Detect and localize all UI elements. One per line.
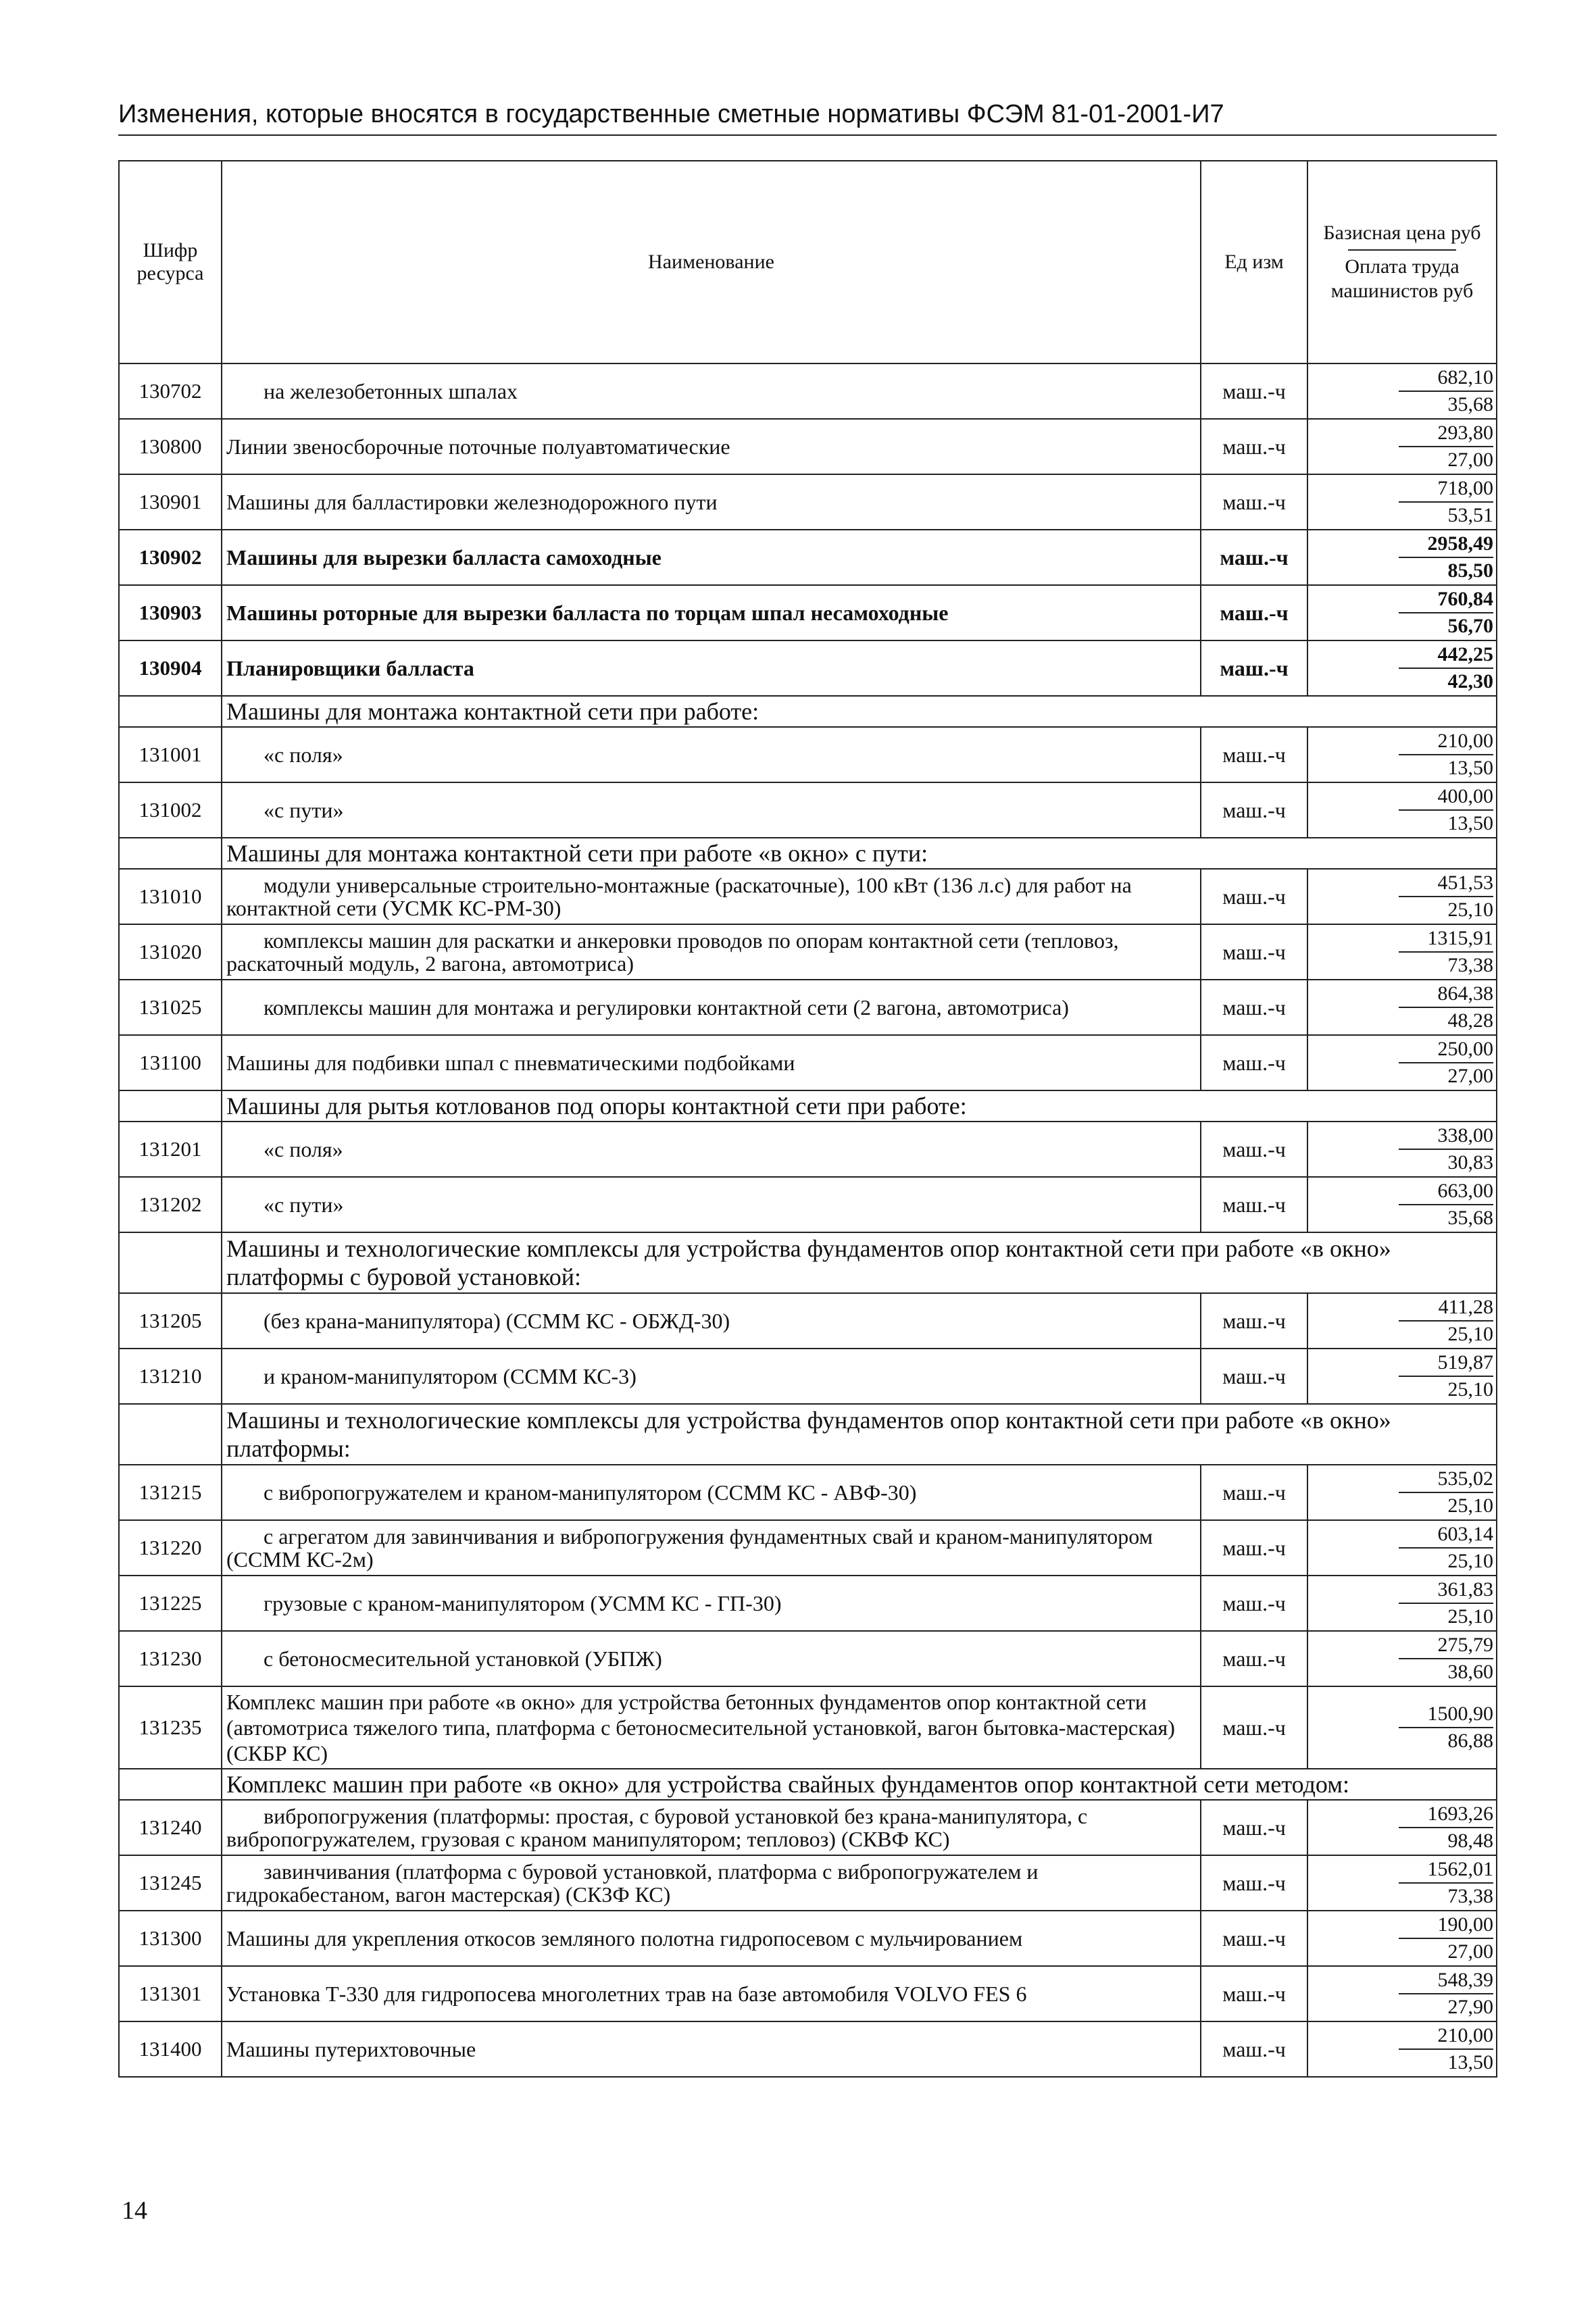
unit-of-measure: маш.-ч	[1201, 1966, 1307, 2021]
table-row	[119, 1631, 1497, 1686]
unit-of-measure: маш.-ч	[1201, 530, 1307, 585]
section-title: Комплекс машин при работе «в окно» для устройства свайных фундаментов опор контактной сети методом:	[222, 1769, 1497, 1800]
resource-name-cell	[222, 727, 1201, 782]
base-price: 250,00	[1399, 1036, 1493, 1063]
unit-of-measure: маш.-ч	[1201, 640, 1307, 696]
base-price: 603,14	[1399, 1521, 1493, 1549]
unit-of-measure: маш.-ч	[1201, 1035, 1307, 1090]
price-cell	[1307, 640, 1497, 696]
operator-wage: 38,60	[1447, 1661, 1493, 1683]
unit-of-measure: маш.-ч	[1201, 1855, 1307, 1911]
resource-name: Планировщики балласта	[226, 655, 474, 680]
operator-wage: 30,83	[1447, 1151, 1493, 1174]
price-cell	[1307, 1855, 1497, 1911]
resource-name-cell	[222, 2021, 1201, 2077]
section-row	[119, 1090, 1497, 1122]
price-cell	[1307, 1800, 1497, 1855]
resource-name: «с пути»	[264, 797, 344, 822]
resource-code: 131235	[119, 1686, 222, 1769]
unit-of-measure: маш.-ч	[1201, 1293, 1307, 1349]
resource-name-cell	[222, 980, 1201, 1035]
price-cell	[1307, 869, 1497, 924]
operator-wage: 86,88	[1447, 1730, 1493, 1752]
resource-code: 130702	[119, 363, 222, 419]
price-cell	[1307, 1177, 1497, 1232]
base-price: 760,84	[1399, 586, 1493, 613]
resource-name-cell	[222, 1035, 1201, 1090]
section-row	[119, 838, 1497, 869]
table-header-row	[119, 161, 1497, 363]
section-code-cell	[119, 1090, 222, 1122]
resource-name: Комплекс машин при работе «в окно» для устройства бетонных фундаментов опор контактной сети (автомотриса тяжелого типа, платформа с бетоносмесительной установкой, вагон бытовка-мастерская) (СКБР КС)	[226, 1690, 1175, 1765]
unit-of-measure: маш.-ч	[1201, 782, 1307, 838]
resource-name: на железобетонных шпалах	[264, 378, 518, 403]
resource-code: 131230	[119, 1631, 222, 1686]
base-price: 864,38	[1399, 981, 1493, 1008]
resource-table	[118, 160, 1497, 2078]
section-title: Машины для монтажа контактной сети при работе «в окно» с пути:	[222, 838, 1497, 869]
base-price: 338,00	[1399, 1123, 1493, 1150]
operator-wage: 27,00	[1447, 449, 1493, 471]
section-row	[119, 1232, 1497, 1293]
resource-code: 131205	[119, 1293, 222, 1349]
unit-of-measure: маш.-ч	[1201, 727, 1307, 782]
resource-name: «с поля»	[264, 1136, 343, 1161]
operator-wage: 25,10	[1447, 899, 1493, 921]
unit-of-measure: маш.-ч	[1201, 1122, 1307, 1177]
operator-wage: 25,10	[1447, 1605, 1493, 1628]
column-header-name: Наименование	[222, 161, 1201, 363]
resource-name: Машины путерихтовочные	[226, 2036, 476, 2061]
base-price: 210,00	[1399, 2023, 1493, 2050]
base-price: 1500,90	[1399, 1701, 1493, 1728]
unit-of-measure: маш.-ч	[1201, 1911, 1307, 1966]
resource-code: 131245	[119, 1855, 222, 1911]
table-row	[119, 585, 1497, 640]
resource-name: Машины роторные для вырезки балласта по торцам шпал несамоходные	[226, 600, 949, 625]
base-price: 1562,01	[1399, 1857, 1493, 1884]
price-cell	[1307, 419, 1497, 474]
column-header-code: Шифр ресурса	[119, 161, 222, 363]
table-row	[119, 419, 1497, 474]
price-cell	[1307, 980, 1497, 1035]
table-row	[119, 1911, 1497, 1966]
base-price: 451,53	[1399, 870, 1493, 897]
table-row	[119, 640, 1497, 696]
base-price: 293,80	[1399, 420, 1493, 447]
section-title: Машины для рытья котлованов под опоры контактной сети при работе:	[222, 1090, 1497, 1122]
column-header-unit: Ед изм	[1201, 161, 1307, 363]
resource-code: 130902	[119, 530, 222, 585]
resource-name-cell	[222, 640, 1201, 696]
unit-of-measure: маш.-ч	[1201, 363, 1307, 419]
resource-name-cell	[222, 419, 1201, 474]
column-header-price	[1307, 161, 1497, 363]
resource-name: вибропогружения (платформы: простая, с буровой установкой без крана-манипулятора, с вибропогружателем, грузовая с краном манипулятором; тепловоз) (СКВФ КС)	[226, 1804, 1088, 1851]
unit-of-measure: маш.-ч	[1201, 869, 1307, 924]
resource-name: грузовые с краном-манипулятором (УСММ КС - ГП-30)	[264, 1590, 782, 1615]
section-code-cell	[119, 1769, 222, 1800]
table-row	[119, 1349, 1497, 1404]
section-code-cell	[119, 1232, 222, 1293]
base-price: 442,25	[1399, 642, 1493, 669]
resource-code: 130800	[119, 419, 222, 474]
base-price: 718,00	[1399, 476, 1493, 503]
resource-code: 130904	[119, 640, 222, 696]
resource-name: комплексы машин для монтажа и регулировки контактной сети (2 вагона, автомотриса)	[264, 995, 1069, 1020]
unit-of-measure: маш.-ч	[1201, 1576, 1307, 1631]
operator-wage: 42,30	[1447, 670, 1493, 693]
resource-name-cell	[222, 1966, 1201, 2021]
operator-wage: 27,00	[1447, 1940, 1493, 1963]
resource-name: Машины для укрепления откосов земляного полотна гидропосевом с мульчированием	[226, 1926, 1023, 1951]
unit-of-measure: маш.-ч	[1201, 1465, 1307, 1520]
section-code-cell	[119, 1404, 222, 1465]
column-header-base-price: Базисная цена руб	[1323, 222, 1481, 244]
unit-of-measure: маш.-ч	[1201, 1177, 1307, 1232]
table-row	[119, 1520, 1497, 1576]
table-row	[119, 1576, 1497, 1631]
operator-wage: 27,90	[1447, 1996, 1493, 2018]
resource-name: Машины для вырезки балласта самоходные	[226, 545, 662, 570]
table-row	[119, 1855, 1497, 1911]
section-title: Машины и технологические комплексы для устройства фундаментов опор контактной сети при работе «в окно» платформы:	[222, 1404, 1497, 1465]
unit-of-measure: маш.-ч	[1201, 1631, 1307, 1686]
price-cell	[1307, 1349, 1497, 1404]
operator-wage: 53,51	[1447, 504, 1493, 526]
resource-code: 130903	[119, 585, 222, 640]
base-price: 210,00	[1399, 728, 1493, 755]
resource-name-cell	[222, 1520, 1201, 1576]
price-cell	[1307, 585, 1497, 640]
table-row	[119, 1800, 1497, 1855]
operator-wage: 35,68	[1447, 1207, 1493, 1229]
resource-name: «с поля»	[264, 742, 343, 767]
base-price: 519,87	[1399, 1350, 1493, 1377]
resource-name-cell	[222, 474, 1201, 530]
table-row	[119, 363, 1497, 419]
price-cell	[1307, 1465, 1497, 1520]
price-cell	[1307, 1520, 1497, 1576]
resource-name-cell	[222, 782, 1201, 838]
resource-name-cell	[222, 1855, 1201, 1911]
operator-wage: 35,68	[1447, 393, 1493, 416]
operator-wage: 48,28	[1447, 1009, 1493, 1032]
page-header	[118, 100, 1497, 136]
unit-of-measure: маш.-ч	[1201, 980, 1307, 1035]
resource-name-cell	[222, 869, 1201, 924]
table-row	[119, 727, 1497, 782]
base-price: 400,00	[1399, 784, 1493, 811]
operator-wage: 73,38	[1447, 1885, 1493, 1907]
resource-name-cell	[222, 1349, 1201, 1404]
resource-name-cell	[222, 1800, 1201, 1855]
operator-wage: 85,50	[1447, 559, 1493, 582]
base-price: 275,79	[1399, 1632, 1493, 1659]
resource-name-cell	[222, 1465, 1201, 1520]
resource-name: с бетоносмесительной установкой (УБПЖ)	[264, 1646, 662, 1671]
resource-code: 131002	[119, 782, 222, 838]
resource-code: 131301	[119, 1966, 222, 2021]
resource-code: 131025	[119, 980, 222, 1035]
resource-code: 131220	[119, 1520, 222, 1576]
resource-name: Линии звеносборочные поточные полуавтоматические	[226, 434, 730, 459]
section-code-cell	[119, 696, 222, 727]
resource-name-cell	[222, 1293, 1201, 1349]
table-row	[119, 474, 1497, 530]
table-row	[119, 980, 1497, 1035]
section-row	[119, 696, 1497, 727]
unit-of-measure: маш.-ч	[1201, 1520, 1307, 1576]
resource-code: 131202	[119, 1177, 222, 1232]
resource-name-cell	[222, 1911, 1201, 1966]
operator-wage: 25,10	[1447, 1494, 1493, 1517]
operator-wage: 13,50	[1447, 812, 1493, 834]
resource-code: 131001	[119, 727, 222, 782]
table-body	[119, 363, 1497, 2077]
resource-name-cell	[222, 1686, 1201, 1769]
table-row	[119, 1293, 1497, 1349]
column-header-wage: Оплата труда машинистов руб	[1330, 255, 1474, 302]
table-row	[119, 1035, 1497, 1090]
section-row	[119, 1769, 1497, 1800]
unit-of-measure: маш.-ч	[1201, 585, 1307, 640]
unit-of-measure: маш.-ч	[1201, 924, 1307, 980]
resource-name-cell	[222, 924, 1201, 980]
price-cell	[1307, 924, 1497, 980]
price-cell	[1307, 2021, 1497, 2077]
base-price: 682,10	[1399, 365, 1493, 392]
price-cell	[1307, 363, 1497, 419]
section-row	[119, 1404, 1497, 1465]
resource-name: и краном-манипулятором (ССММ КС-3)	[264, 1363, 637, 1388]
base-price: 535,02	[1399, 1466, 1493, 1493]
operator-wage: 73,38	[1447, 954, 1493, 976]
base-price: 361,83	[1399, 1577, 1493, 1604]
unit-of-measure: маш.-ч	[1201, 1686, 1307, 1769]
resource-code: 131020	[119, 924, 222, 980]
table-row	[119, 782, 1497, 838]
base-price: 548,39	[1399, 1967, 1493, 1994]
resource-name: Установка Т-330 для гидропосева многолетних трав на базе автомобиля VOLVO FES 6	[226, 1981, 1027, 2006]
resource-name: комплексы машин для раскатки и анкеровки проводов по опорам контактной сети (тепловоз, раскаточный модуль, 2 вагона, автомотриса)	[226, 928, 1119, 976]
table-row	[119, 924, 1497, 980]
resource-name: с вибропогружателем и краном-манипулятором (ССММ КС - АВФ-30)	[264, 1480, 917, 1505]
price-cell	[1307, 530, 1497, 585]
resource-code: 131400	[119, 2021, 222, 2077]
resource-name: Машины для балластировки железнодорожного пути	[226, 489, 718, 514]
unit-of-measure: маш.-ч	[1201, 1800, 1307, 1855]
resource-code: 131225	[119, 1576, 222, 1631]
unit-of-measure: маш.-ч	[1201, 474, 1307, 530]
resource-code: 131210	[119, 1349, 222, 1404]
unit-of-measure: маш.-ч	[1201, 2021, 1307, 2077]
operator-wage: 13,50	[1447, 2051, 1493, 2073]
base-price: 2958,49	[1399, 531, 1493, 558]
table-row	[119, 2021, 1497, 2077]
resource-name-cell	[222, 585, 1201, 640]
unit-of-measure: маш.-ч	[1201, 1349, 1307, 1404]
price-cell	[1307, 727, 1497, 782]
header-divider	[1348, 249, 1456, 251]
resource-name: (без крана-манипулятора) (ССММ КС - ОБЖД-30)	[264, 1308, 730, 1333]
price-cell	[1307, 1686, 1497, 1769]
resource-name-cell	[222, 1576, 1201, 1631]
resource-name-cell	[222, 1122, 1201, 1177]
operator-wage: 98,48	[1447, 1830, 1493, 1852]
table-row	[119, 1465, 1497, 1520]
table-row	[119, 1122, 1497, 1177]
price-cell	[1307, 1911, 1497, 1966]
resource-code: 131010	[119, 869, 222, 924]
unit-of-measure: маш.-ч	[1201, 419, 1307, 474]
price-cell	[1307, 1576, 1497, 1631]
price-cell	[1307, 1293, 1497, 1349]
base-price: 663,00	[1399, 1178, 1493, 1205]
resource-code: 130901	[119, 474, 222, 530]
price-cell	[1307, 782, 1497, 838]
resource-name-cell	[222, 363, 1201, 419]
resource-name: с агрегатом для завинчивания и вибропогружения фундаментных свай и краном-манипулятором (ССММ КС-2м)	[226, 1524, 1153, 1571]
price-cell	[1307, 1035, 1497, 1090]
resource-name-cell	[222, 1177, 1201, 1232]
price-cell	[1307, 1122, 1497, 1177]
table-row	[119, 1686, 1497, 1769]
table-row	[119, 530, 1497, 585]
base-price: 411,28	[1399, 1294, 1493, 1322]
resource-code: 131300	[119, 1911, 222, 1966]
resource-name-cell	[222, 1631, 1201, 1686]
price-cell	[1307, 1966, 1497, 2021]
resource-name: «с пути»	[264, 1192, 344, 1217]
price-cell	[1307, 1631, 1497, 1686]
resource-code: 131240	[119, 1800, 222, 1855]
operator-wage: 25,10	[1447, 1323, 1493, 1345]
base-price: 1315,91	[1399, 926, 1493, 953]
price-cell	[1307, 474, 1497, 530]
resource-name: Машины для подбивки шпал с пневматическими подбойками	[226, 1050, 795, 1075]
base-price: 1693,26	[1399, 1801, 1493, 1828]
operator-wage: 27,00	[1447, 1065, 1493, 1087]
resource-name: модули универсальные строительно-монтажные (раскаточные), 100 кВт (136 л.с) для работ на контактной сети (УСМК КС-РМ-30)	[226, 873, 1132, 920]
table-row	[119, 1966, 1497, 2021]
section-code-cell	[119, 838, 222, 869]
resource-name-cell	[222, 530, 1201, 585]
resource-code: 131215	[119, 1465, 222, 1520]
section-title: Машины и технологические комплексы для устройства фундаментов опор контактной сети при работе «в окно» платформы с буровой установкой:	[222, 1232, 1497, 1293]
operator-wage: 25,10	[1447, 1550, 1493, 1572]
operator-wage: 13,50	[1447, 757, 1493, 779]
resource-name: завинчивания (платформа с буровой установкой, платформа с вибропогружателем и гидрокабестаном, вагон мастерская) (СКЗФ КС)	[226, 1859, 1039, 1907]
resource-code: 131100	[119, 1035, 222, 1090]
page-number: 14	[122, 2196, 147, 2225]
section-title: Машины для монтажа контактной сети при работе:	[222, 696, 1497, 727]
document-title: Изменения, которые вносятся в государственные сметные нормативы ФСЭМ 81-01-2001-И7	[118, 100, 1224, 128]
operator-wage: 25,10	[1447, 1378, 1493, 1401]
resource-code: 131201	[119, 1122, 222, 1177]
base-price: 190,00	[1399, 1912, 1493, 1939]
operator-wage: 56,70	[1447, 615, 1493, 637]
table-row	[119, 1177, 1497, 1232]
table-row	[119, 869, 1497, 924]
